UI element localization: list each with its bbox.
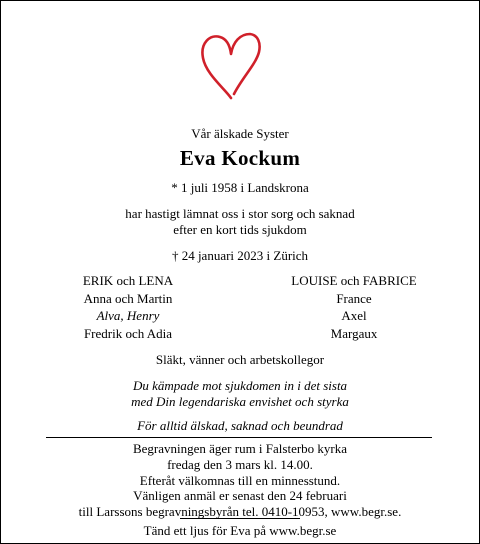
funeral-line: till Larssons begravningsbyrån tel. 0410-10953, www.begr.se.: [78, 504, 402, 520]
family-member: France: [336, 290, 372, 306]
family-member: Alva, Henry: [96, 308, 160, 323]
message-line-1: har hastigt lämnat oss i stor sorg och saknad: [125, 206, 355, 221]
heart-icon: [198, 28, 264, 100]
short-divider: [180, 518, 300, 519]
funeral-line: Vänligen anmäl er senast den 24 februari: [133, 488, 347, 504]
family-left: [28, 272, 228, 342]
closing-line: För alltid älskad, saknad och beundrad: [137, 418, 343, 433]
verse-line-2: med Din legendariska envishet och styrka: [131, 394, 349, 409]
family-member: Anna och Martin: [83, 290, 173, 306]
funeral-line: Begravningen äger rum i Falsterbo kyrka: [132, 441, 348, 456]
candle-link-text: Tänd ett ljus för Eva på www.begr.se: [143, 523, 337, 538]
heart-stroke: [202, 34, 259, 98]
funeral-line: Efteråt välkomnas till en minnesstund.: [139, 472, 341, 488]
deceased-name: Eva Kockum: [179, 146, 301, 170]
message-line-2: efter en kort tids sjukdom: [173, 222, 307, 237]
funeral-line: fredag den 3 mars kl. 14.00.: [167, 456, 313, 472]
relatives-line: Släkt, vänner och arbetskollegor: [155, 352, 325, 367]
family-right: [254, 272, 454, 342]
funeral-info: [0, 441, 480, 520]
family-member: Axel: [341, 308, 367, 323]
family-member: Fredrik och Adia: [83, 325, 173, 341]
divider-rule: [46, 437, 432, 438]
family-right-heading: LOUISE och FABRICE: [291, 273, 417, 288]
verse-line-1: Du kämpade mot sjukdomen in i det sista: [132, 378, 348, 393]
family-member: Margaux: [330, 325, 378, 341]
death-line: † 24 januari 2023 i Zürich: [171, 248, 309, 263]
family-left-heading: ERIK och LENA: [82, 273, 174, 288]
intro-text: Vår älskade Syster: [191, 126, 289, 141]
birth-line: * 1 juli 1958 i Landskrona: [171, 180, 309, 195]
